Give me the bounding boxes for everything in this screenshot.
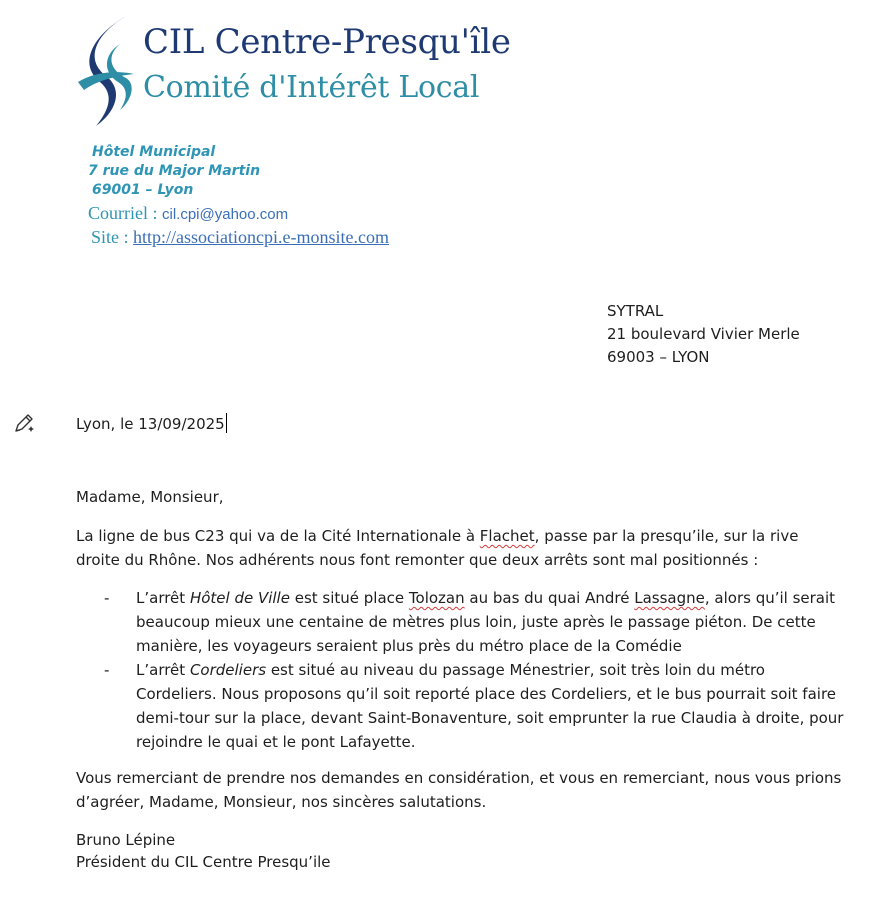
recipient-city: 69003 – LYON xyxy=(607,348,710,366)
intro-paragraph[interactable] xyxy=(76,524,846,572)
stop-list xyxy=(76,586,846,754)
cil-logo xyxy=(76,14,138,128)
email-label: Courriel : xyxy=(88,203,162,223)
bullet-text: est situé au niveau du passage Ménestrier, soit très loin du métro Cordeliers. Nous proposons qu’il soit reporté place des Cordeliers, et le bus pourrait soit faire demi-tour sur la place, devant Saint-Bonaventure, soit emprunter la rue Claudia à droite, pour rejoindre le quai et le pont Lafayette. xyxy=(136,661,844,751)
bullet-text: est situé place xyxy=(289,589,409,607)
site-label: Site : xyxy=(91,227,134,247)
site-link[interactable]: http://associationcpi.e-monsite.com xyxy=(133,227,389,247)
spell-flagged-word[interactable]: Lassagne xyxy=(634,589,705,607)
address-line-2: 7 rue du Major Martin xyxy=(88,163,261,179)
intro-text-1: La ligne de bus C23 qui va de la Cité Internationale à xyxy=(76,527,480,545)
address-line-3: 69001 – Lyon xyxy=(92,182,194,198)
email-line xyxy=(88,203,288,224)
closing-paragraph[interactable]: Vous remerciant de prendre nos demandes en considération, et vous en remerciant, nous vous prions d’agréer, Madame, Monsieur, nos sincères salutations. xyxy=(76,769,842,811)
rewrite-pen-icon[interactable] xyxy=(12,411,36,435)
bullet-dash: - xyxy=(104,589,110,607)
org-subtitle: Comité d'Intérêt Local xyxy=(143,70,480,105)
stop-name: Cordeliers xyxy=(189,661,267,679)
bullet-dash: - xyxy=(104,661,110,679)
text-cursor xyxy=(226,413,227,433)
date-text: Lyon, le 13/09/2025 xyxy=(76,415,225,433)
recipient-name: SYTRAL xyxy=(607,302,664,320)
bullet-text: au bas du quai André xyxy=(464,589,635,607)
signature-name: Bruno Lépine xyxy=(76,831,176,849)
intro-text-2: , passe par la presqu’ile, sur la rive droite du Rhône. Nos adhérents nous font remonter que deux arrêts sont mal positionnés : xyxy=(76,527,799,569)
bullet-prefix: L’arrêt xyxy=(136,589,190,607)
signature-title: Président du CIL Centre Presqu’ile xyxy=(76,853,331,871)
bullet-prefix: L’arrêt xyxy=(136,661,190,679)
spell-flagged-word[interactable]: Tolozan xyxy=(408,589,465,607)
list-item[interactable] xyxy=(76,658,846,754)
signature-block xyxy=(76,829,331,873)
recipient-street: 21 boulevard Vivier Merle xyxy=(607,325,800,343)
email-address[interactable]: cil.cpi@yahoo.com xyxy=(162,206,289,223)
letter-date[interactable] xyxy=(76,413,227,433)
salutation: Madame, Monsieur, xyxy=(76,488,224,506)
list-item[interactable] xyxy=(76,586,846,658)
recipient-address xyxy=(607,300,800,369)
stop-name: Hôtel de Ville xyxy=(189,589,290,607)
spell-flagged-word[interactable]: Flachet xyxy=(479,527,535,545)
bullet-text: , alors qu’il serait beaucoup mieux une centaine de mètres plus loin, juste après le passage piéton. De cette manière, les voyageurs seraient plus près du métro place de la Comédie xyxy=(136,589,836,655)
site-line xyxy=(91,227,389,248)
org-name: CIL Centre-Presqu'île xyxy=(143,22,511,62)
address-line-1: Hôtel Municipal xyxy=(92,144,216,160)
